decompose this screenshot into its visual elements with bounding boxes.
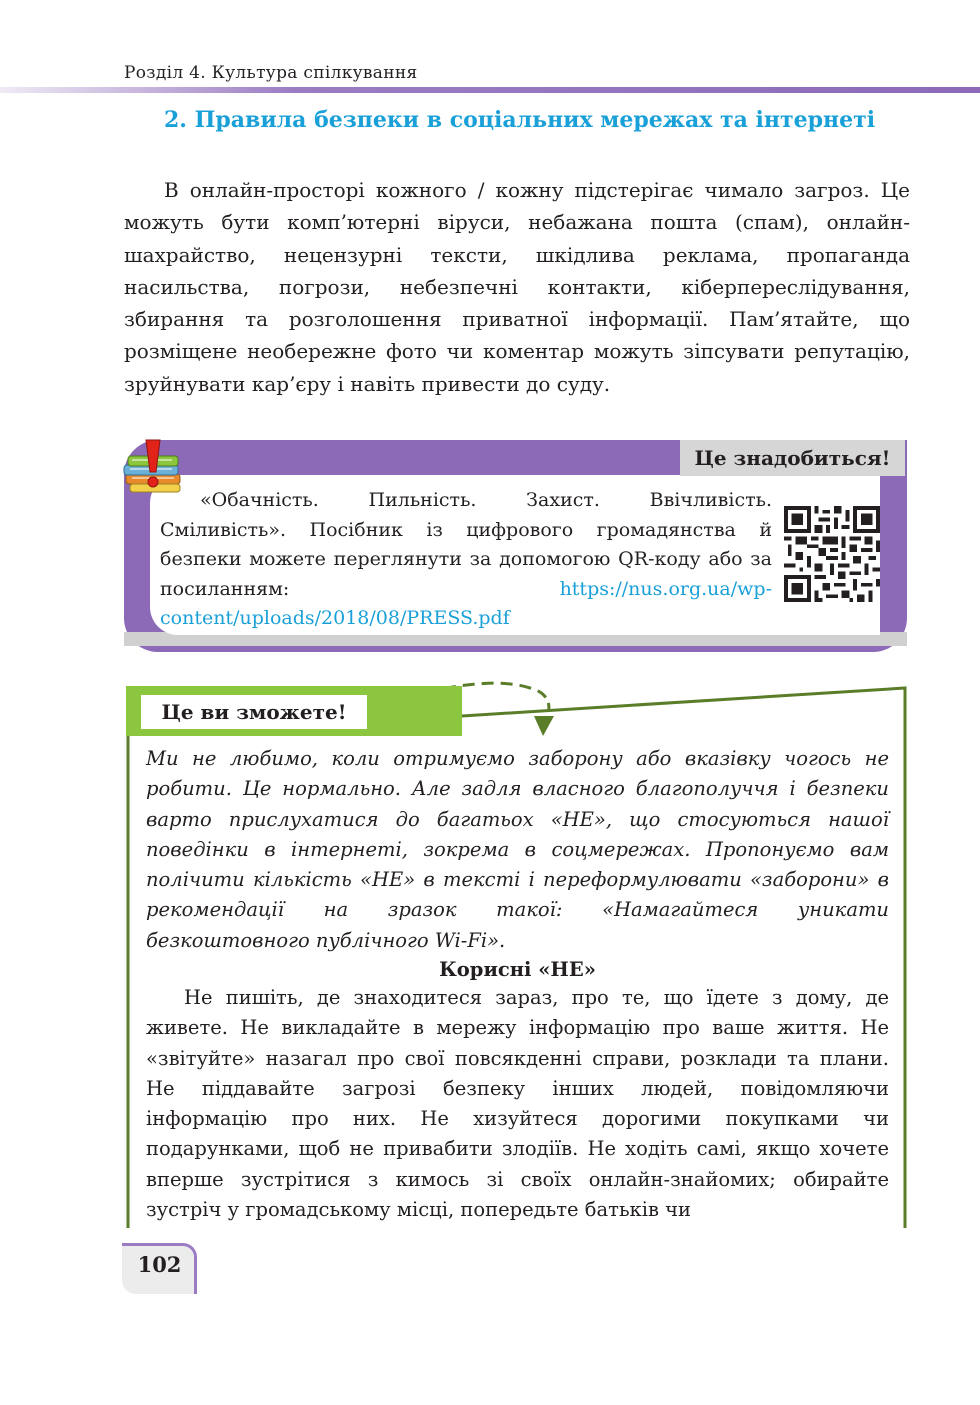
- task-intro-text: Ми не любимо, коли отримуємо заборону або вказівку чогось не робити. Це нормально. Але задля власного благополуччя і безпеки варто прислухатися до багатьох «НЕ», що стосуються нашої поведінки в інтернеті, зокрема в соцмережах. Пропонуємо вам полічити кількість «НЕ» в тексті і переформулювати «заборони» в рекомендації на зразок такої: «Намагайтеся уникати безкоштовного публічного Wi-Fi».: [146, 747, 889, 952]
- qr-code-icon[interactable]: [783, 506, 881, 602]
- info-box-text: [160, 486, 772, 634]
- task-box-label: Це ви зможете!: [141, 695, 367, 729]
- chapter-header: Розділ 4. Культура спілкування: [124, 63, 418, 83]
- page-number: 102: [137, 1252, 182, 1277]
- section-title: 2. Правила безпеки в соціальних мережах та інтернеті: [164, 107, 876, 133]
- task-body-text: Не пишіть, де знаходитеся зараз, про те, що їдете з дому, де живете. Не викладайте в мережу інформацію про ваше життя. Не «звітуйте» назагал про свої повсякденні справи, розклади та плани. Не піддавайте загрозі безпеку інших людей, повідомляючи інформацію про них. Не хизуйтеся дорогими покупками чи подарунками, щоб не привабити злодіїв. Не ходіть самі, якщо хочете вперше зустрітися з кимось зі своїх онлайн-знайомих; обирайте зустріч у громадському місці, попередьте батьків чи: [146, 986, 889, 1222]
- header-divider: [0, 87, 980, 93]
- task-heading: Корисні «НЕ»: [439, 958, 596, 981]
- info-box-description: «Обачність. Пильність. Захист. Ввічливість. Сміливість». Посібник із цифрового громадянства й безпеки можете переглянути за допомогою QR-коду або за посиланням:: [160, 489, 772, 600]
- task-body: [146, 983, 889, 1225]
- info-box-label: Це знадобиться!: [680, 440, 905, 476]
- intro-paragraph: В онлайн-просторі кожного / кожну підстерігає чимало загроз. Це можуть бути комп’ютерні віруси, небажана пошта (спам), онлайн-шахрайство, нецензурні тексти, шкідлива реклама, пропаганда насильства, погрози, небезпечні контакти, кіберпереслідування, збирання та розголошення приватної інформації. Пам’ятайте, що розміщене необережне фото чи коментар можуть зіпсувати репутацію, зруйнувати кар’єру і навіть привести до суду.: [124, 178, 910, 396]
- guide-link[interactable]: https://nus.org.ua/wp-content/uploads/2018/08/PRESS.pdf: [160, 577, 772, 629]
